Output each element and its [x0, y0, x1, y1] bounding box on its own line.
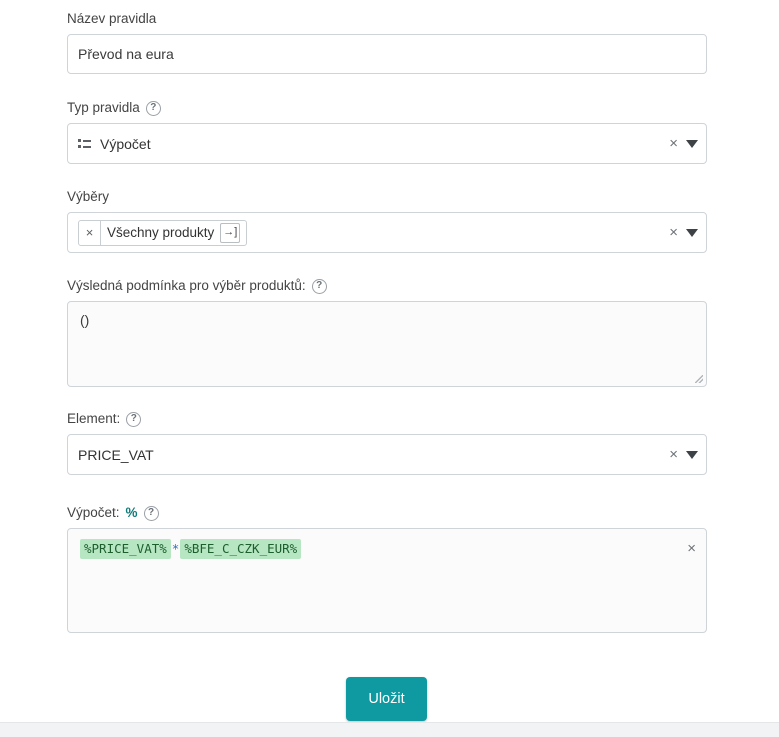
rule-type-label — [67, 99, 707, 117]
list-grid-icon — [78, 138, 92, 150]
condition-label — [67, 277, 707, 295]
help-icon[interactable]: ? — [146, 101, 161, 116]
selections-select[interactable] — [67, 212, 707, 253]
condition-label-text: Výsledná podmínka pro výběr produktů: — [67, 278, 306, 293]
selections-chips — [78, 220, 661, 246]
rule-name-label — [67, 10, 707, 28]
chevron-down-icon[interactable] — [686, 140, 698, 148]
calculation-label — [67, 504, 707, 522]
condition-value: () — [80, 312, 90, 328]
element-actions — [669, 447, 698, 462]
element-label — [67, 410, 707, 428]
selections-label-text: Výběry — [67, 189, 110, 204]
footer-strip — [0, 723, 779, 737]
chip-label: Všechny produkty — [107, 225, 215, 240]
rule-type-actions — [669, 136, 698, 151]
help-icon[interactable]: ? — [144, 506, 159, 521]
calculation-expression-editor[interactable] — [67, 528, 707, 633]
help-icon[interactable]: ? — [126, 412, 141, 427]
clear-icon[interactable]: × — [669, 446, 678, 463]
field-condition — [67, 277, 707, 387]
chevron-down-icon[interactable] — [686, 229, 698, 237]
field-rule-type — [67, 99, 707, 164]
help-icon[interactable]: ? — [312, 279, 327, 294]
field-element — [67, 410, 707, 475]
save-button[interactable]: Uložit — [346, 677, 427, 721]
clear-icon[interactable]: × — [669, 135, 678, 152]
chip-open-icon[interactable]: →] — [220, 223, 240, 243]
rule-name-input[interactable] — [67, 34, 707, 74]
expression-operator: * — [171, 541, 180, 556]
element-label-text: Element: — [67, 411, 121, 426]
selections-label — [67, 188, 707, 206]
clear-icon[interactable]: × — [687, 540, 696, 557]
rule-type-value: Výpočet — [100, 135, 151, 152]
resize-handle[interactable] — [694, 374, 704, 384]
rule-type-select[interactable] — [67, 123, 707, 164]
field-selections — [67, 188, 707, 253]
rule-type-select-value-wrap — [78, 136, 661, 152]
chevron-down-icon[interactable] — [686, 451, 698, 459]
element-value: PRICE_VAT — [78, 446, 154, 463]
field-calculation — [67, 504, 707, 633]
chip-remove-icon[interactable]: × — [79, 221, 101, 245]
rule-name-value: Převod na eura — [78, 46, 174, 62]
calculation-label-text: Výpočet: — [67, 505, 120, 520]
expression-token[interactable]: %BFE_C_CZK_EUR% — [180, 539, 301, 559]
clear-icon[interactable]: × — [669, 224, 678, 241]
rule-name-label-text: Název pravidla — [67, 11, 157, 26]
selection-chip[interactable] — [78, 220, 247, 246]
element-select[interactable] — [67, 434, 707, 475]
calculation-percent-token: % — [125, 505, 138, 520]
selections-actions — [669, 225, 698, 240]
condition-textarea[interactable] — [67, 301, 707, 387]
rule-type-label-text: Typ pravidla — [67, 100, 140, 115]
element-select-value-wrap — [78, 447, 661, 463]
field-rule-name — [67, 10, 707, 74]
expression-token[interactable]: %PRICE_VAT% — [80, 539, 171, 559]
